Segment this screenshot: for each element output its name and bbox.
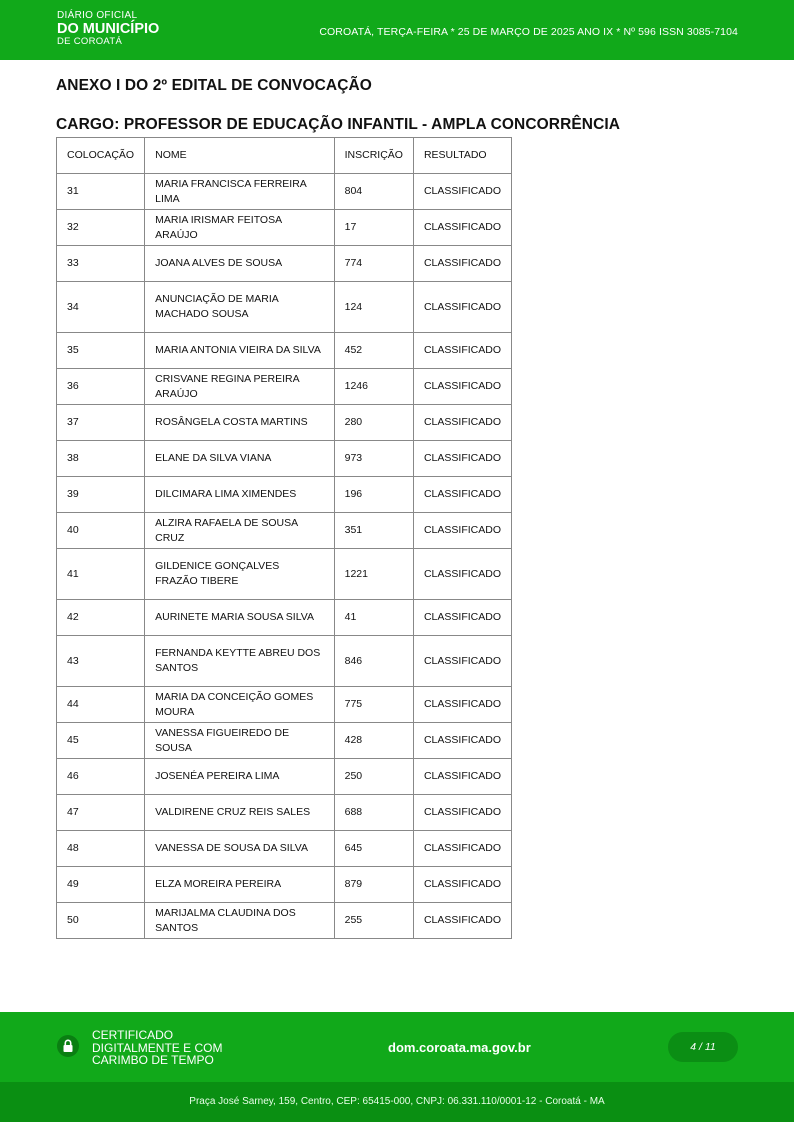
cert-line-1: CERTIFICADO xyxy=(92,1028,174,1042)
cell-inscricao: 1246 xyxy=(334,369,413,405)
table-row xyxy=(57,441,512,477)
cell-colocacao: 34 xyxy=(57,282,145,333)
cell-inscricao: 124 xyxy=(334,282,413,333)
table-row xyxy=(57,369,512,405)
cell-colocacao: 33 xyxy=(57,246,145,282)
cell-nome: MARIA ANTONIA VIEIRA DA SILVA xyxy=(145,333,335,369)
cell-resultado: CLASSIFICADO xyxy=(413,333,511,369)
cell-inscricao: 688 xyxy=(334,795,413,831)
table-row xyxy=(57,246,512,282)
cell-nome: ELZA MOREIRA PEREIRA xyxy=(145,867,335,903)
cell-inscricao: 452 xyxy=(334,333,413,369)
cell-resultado: CLASSIFICADO xyxy=(413,369,511,405)
table-row xyxy=(57,405,512,441)
cell-colocacao: 37 xyxy=(57,405,145,441)
cell-inscricao: 428 xyxy=(334,723,413,759)
cell-colocacao: 36 xyxy=(57,369,145,405)
table-header-row xyxy=(57,138,512,174)
cell-nome: CRISVANE REGINA PEREIRA ARAÚJO xyxy=(145,369,335,405)
table-row xyxy=(57,867,512,903)
cell-colocacao: 46 xyxy=(57,759,145,795)
cell-resultado: CLASSIFICADO xyxy=(413,903,511,939)
cell-nome: VANESSA FIGUEIREDO DE SOUSA xyxy=(145,723,335,759)
cell-inscricao: 973 xyxy=(334,441,413,477)
logo xyxy=(57,11,159,46)
cell-colocacao: 50 xyxy=(57,903,145,939)
cell-resultado: CLASSIFICADO xyxy=(413,246,511,282)
cell-nome: JOANA ALVES DE SOUSA xyxy=(145,246,335,282)
cell-inscricao: 846 xyxy=(334,636,413,687)
cell-colocacao: 44 xyxy=(57,687,145,723)
cell-resultado: CLASSIFICADO xyxy=(413,687,511,723)
cell-inscricao: 250 xyxy=(334,759,413,795)
cell-nome: FERNANDA KEYTTE ABREU DOS SANTOS xyxy=(145,636,335,687)
table-row xyxy=(57,549,512,600)
cell-colocacao: 41 xyxy=(57,549,145,600)
header-bar xyxy=(0,0,794,60)
table-row xyxy=(57,687,512,723)
footer-bar xyxy=(0,1012,794,1082)
cell-inscricao: 774 xyxy=(334,246,413,282)
table-row xyxy=(57,759,512,795)
cell-colocacao: 38 xyxy=(57,441,145,477)
cell-resultado: CLASSIFICADO xyxy=(413,513,511,549)
cell-nome: VANESSA DE SOUSA DA SILVA xyxy=(145,831,335,867)
cell-nome: JOSENÉA PEREIRA LIMA xyxy=(145,759,335,795)
certification-note xyxy=(92,1029,222,1067)
cell-inscricao: 280 xyxy=(334,405,413,441)
table-row xyxy=(57,903,512,939)
cell-resultado: CLASSIFICADO xyxy=(413,441,511,477)
address-bar xyxy=(0,1082,794,1122)
cell-resultado: CLASSIFICADO xyxy=(413,723,511,759)
cell-resultado: CLASSIFICADO xyxy=(413,795,511,831)
table-row xyxy=(57,723,512,759)
cell-resultado: CLASSIFICADO xyxy=(413,600,511,636)
table-row xyxy=(57,795,512,831)
address-text: Praça José Sarney, 159, Centro, CEP: 65415-000, CNPJ: 06.331.110/0001-12 - Coroatá - MA xyxy=(189,1096,605,1107)
cell-nome: GILDENICE GONÇALVES FRAZÃO TIBERE xyxy=(145,549,335,600)
logo-line-3: DE COROATÁ xyxy=(57,35,123,47)
table-row xyxy=(57,636,512,687)
cell-inscricao: 17 xyxy=(334,210,413,246)
cell-nome: MARIJALMA CLAUDINA DOS SANTOS xyxy=(145,903,335,939)
column-header-resultado: RESULTADO xyxy=(413,138,511,174)
cell-resultado: CLASSIFICADO xyxy=(413,867,511,903)
cell-inscricao: 351 xyxy=(334,513,413,549)
cell-inscricao: 255 xyxy=(334,903,413,939)
cell-nome: AURINETE MARIA SOUSA SILVA xyxy=(145,600,335,636)
cell-resultado: CLASSIFICADO xyxy=(413,282,511,333)
table-row xyxy=(57,174,512,210)
page-indicator: 4 / 11 xyxy=(668,1032,738,1062)
cell-nome: DILCIMARA LIMA XIMENDES xyxy=(145,477,335,513)
cell-nome: ANUNCIAÇÃO DE MARIA MACHADO SOUSA xyxy=(145,282,335,333)
cell-resultado: CLASSIFICADO xyxy=(413,174,511,210)
table-row xyxy=(57,600,512,636)
cell-colocacao: 43 xyxy=(57,636,145,687)
cell-colocacao: 32 xyxy=(57,210,145,246)
website-link[interactable]: dom.coroata.ma.gov.br xyxy=(388,1040,531,1055)
cell-inscricao: 645 xyxy=(334,831,413,867)
table-row xyxy=(57,513,512,549)
cell-nome: ALZIRA RAFAELA DE SOUSA CRUZ xyxy=(145,513,335,549)
cell-resultado: CLASSIFICADO xyxy=(413,405,511,441)
cell-nome: VALDIRENE CRUZ REIS SALES xyxy=(145,795,335,831)
lock-icon xyxy=(57,1035,79,1057)
cell-nome: MARIA DA CONCEIÇÃO GOMES MOURA xyxy=(145,687,335,723)
cell-resultado: CLASSIFICADO xyxy=(413,759,511,795)
logo-line-2: DO MUNICÍPIO xyxy=(57,21,160,37)
cell-colocacao: 47 xyxy=(57,795,145,831)
cell-nome: MARIA IRISMAR FEITOSA ARAÚJO xyxy=(145,210,335,246)
column-header-colocacao: COLOCAÇÃO xyxy=(57,138,145,174)
cell-inscricao: 879 xyxy=(334,867,413,903)
annex-title: ANEXO I DO 2º EDITAL DE CONVOCAÇÃO xyxy=(56,77,372,94)
cell-resultado: CLASSIFICADO xyxy=(413,636,511,687)
cell-resultado: CLASSIFICADO xyxy=(413,549,511,600)
cell-nome: ELANE DA SILVA VIANA xyxy=(145,441,335,477)
cell-nome: ROSÂNGELA COSTA MARTINS xyxy=(145,405,335,441)
cert-line-2: DIGITALMENTE E COM xyxy=(92,1040,223,1055)
column-header-inscricao: INSCRIÇÃO xyxy=(334,138,413,174)
cell-inscricao: 775 xyxy=(334,687,413,723)
cell-resultado: CLASSIFICADO xyxy=(413,477,511,513)
table-row xyxy=(57,282,512,333)
edition-info: COROATÁ, TERÇA-FEIRA * 25 DE MARÇO DE 2025 ANO IX * Nº 596 ISSN 3085-7104 xyxy=(319,26,738,38)
results-table xyxy=(56,137,512,939)
table-row xyxy=(57,210,512,246)
cell-colocacao: 40 xyxy=(57,513,145,549)
column-header-nome: NOME xyxy=(145,138,335,174)
cell-colocacao: 45 xyxy=(57,723,145,759)
table-row xyxy=(57,333,512,369)
cell-colocacao: 42 xyxy=(57,600,145,636)
cert-line-3: CARIMBO DE TEMPO xyxy=(92,1053,214,1067)
logo-line-1: DIÁRIO OFICIAL xyxy=(57,10,138,21)
cell-colocacao: 35 xyxy=(57,333,145,369)
cargo-title: CARGO: PROFESSOR DE EDUCAÇÃO INFANTIL - AMPLA CONCORRÊNCIA xyxy=(56,116,621,133)
cell-colocacao: 39 xyxy=(57,477,145,513)
cell-resultado: CLASSIFICADO xyxy=(413,210,511,246)
cell-inscricao: 41 xyxy=(334,600,413,636)
cell-inscricao: 196 xyxy=(334,477,413,513)
cell-inscricao: 804 xyxy=(334,174,413,210)
cell-colocacao: 48 xyxy=(57,831,145,867)
cell-colocacao: 49 xyxy=(57,867,145,903)
cell-inscricao: 1221 xyxy=(334,549,413,600)
cell-nome: MARIA FRANCISCA FERREIRA LIMA xyxy=(145,174,335,210)
cell-colocacao: 31 xyxy=(57,174,145,210)
table-row xyxy=(57,477,512,513)
cell-resultado: CLASSIFICADO xyxy=(413,831,511,867)
table-row xyxy=(57,831,512,867)
